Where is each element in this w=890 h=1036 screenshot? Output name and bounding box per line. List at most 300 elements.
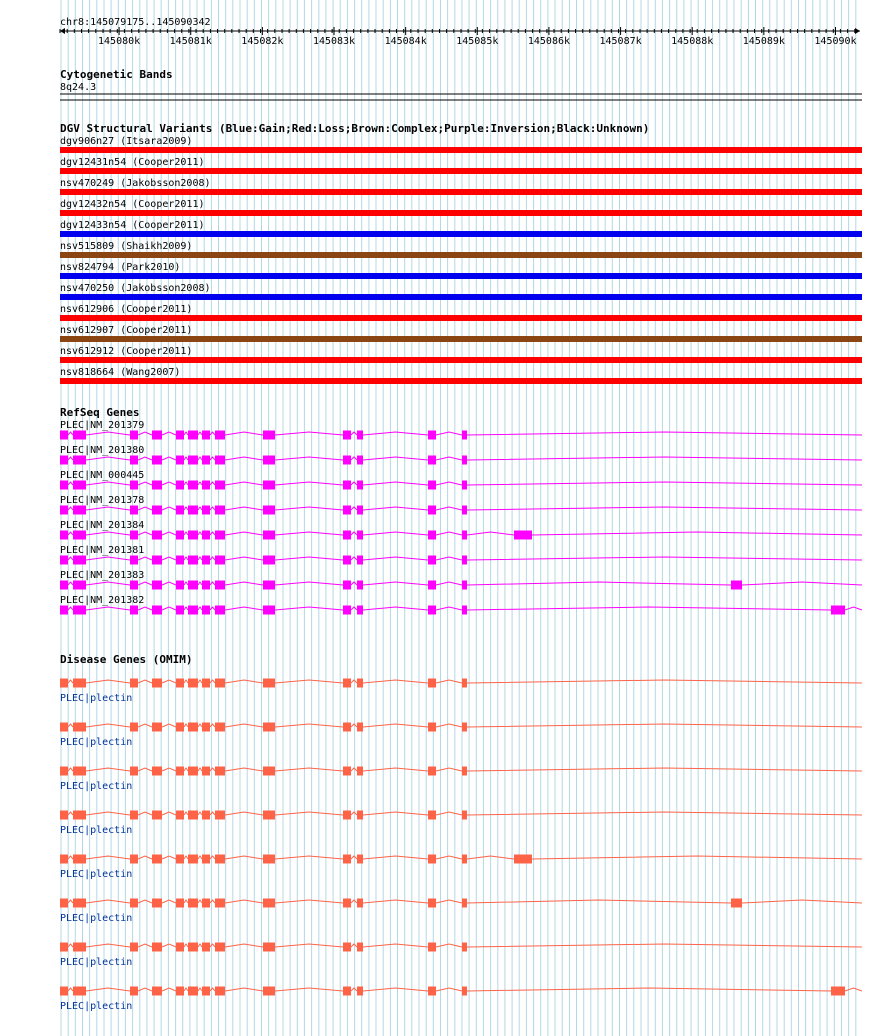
exon-block[interactable] xyxy=(130,581,138,590)
exon-block[interactable] xyxy=(514,531,532,540)
exon-block[interactable] xyxy=(152,556,162,565)
exon-block[interactable] xyxy=(130,506,138,515)
exon-block[interactable] xyxy=(73,943,86,952)
omim-gene-link[interactable]: PLEC|plectin xyxy=(60,869,133,880)
exon-block[interactable] xyxy=(357,556,363,565)
intron-line xyxy=(742,900,862,903)
intron-line xyxy=(436,582,462,585)
exon-block[interactable] xyxy=(428,811,436,820)
exon-block[interactable] xyxy=(263,456,275,465)
intron-line xyxy=(351,680,357,683)
exon-block[interactable] xyxy=(343,723,351,732)
intron-line xyxy=(68,856,73,859)
intron-line xyxy=(162,607,176,610)
exon-block[interactable] xyxy=(176,855,184,864)
exon-block[interactable] xyxy=(60,581,68,590)
exon-block[interactable] xyxy=(343,456,351,465)
intron-line xyxy=(363,582,428,585)
exon-block[interactable] xyxy=(731,581,742,590)
intron-line xyxy=(351,557,357,560)
exon-block[interactable] xyxy=(263,581,275,590)
exon-block[interactable] xyxy=(428,943,436,952)
intron-line xyxy=(162,900,176,903)
exon-block[interactable] xyxy=(263,767,275,776)
exon-block[interactable] xyxy=(188,855,198,864)
intron-line xyxy=(436,607,462,610)
intron-line xyxy=(436,900,462,903)
exon-block[interactable] xyxy=(202,943,210,952)
intron-line xyxy=(363,724,428,727)
dgv-variant-bar[interactable] xyxy=(60,252,862,258)
intron-line xyxy=(467,607,831,610)
omim-gene-link[interactable]: PLEC|plectin xyxy=(60,913,133,924)
exon-block[interactable] xyxy=(357,481,363,490)
exon-block[interactable] xyxy=(130,767,138,776)
exon-block[interactable] xyxy=(202,987,210,996)
exon-block[interactable] xyxy=(176,943,184,952)
exon-block[interactable] xyxy=(215,581,225,590)
exon-block[interactable] xyxy=(152,811,162,820)
exon-block[interactable] xyxy=(152,431,162,440)
exon-block[interactable] xyxy=(202,606,210,615)
exon-block[interactable] xyxy=(215,606,225,615)
exon-block[interactable] xyxy=(73,606,86,615)
exon-block[interactable] xyxy=(428,899,436,908)
exon-block[interactable] xyxy=(60,943,68,952)
exon-block[interactable] xyxy=(202,899,210,908)
dgv-variant-label[interactable]: dgv12432n54 (Cooper2011) xyxy=(60,199,205,210)
intron-line xyxy=(225,457,263,460)
exon-block[interactable] xyxy=(176,431,184,440)
refseq-transcript-label[interactable]: PLEC|NM_201379 xyxy=(60,420,145,431)
intron-line xyxy=(86,482,130,485)
exon-block[interactable] xyxy=(130,431,138,440)
intron-line xyxy=(436,812,462,815)
dgv-variant-bar[interactable] xyxy=(60,189,862,195)
exon-block[interactable] xyxy=(428,581,436,590)
exon-block[interactable] xyxy=(343,531,351,540)
refseq-transcript-label[interactable]: PLEC|NM_201380 xyxy=(60,445,145,456)
exon-block[interactable] xyxy=(215,811,225,820)
intron-line xyxy=(225,607,263,610)
exon-block[interactable] xyxy=(130,481,138,490)
exon-block[interactable] xyxy=(343,581,351,590)
exon-block[interactable] xyxy=(60,506,68,515)
exon-block[interactable] xyxy=(176,767,184,776)
exon-block[interactable] xyxy=(130,606,138,615)
exon-block[interactable] xyxy=(130,855,138,864)
exon-block[interactable] xyxy=(831,987,845,996)
exon-block[interactable] xyxy=(73,556,86,565)
dgv-variant-label[interactable]: nsv612907 (Cooper2011) xyxy=(60,325,193,336)
exon-block[interactable] xyxy=(202,481,210,490)
exon-block[interactable] xyxy=(152,767,162,776)
exon-block[interactable] xyxy=(73,723,86,732)
exon-block[interactable] xyxy=(357,987,363,996)
exon-block[interactable] xyxy=(202,531,210,540)
exon-block[interactable] xyxy=(60,606,68,615)
exon-block[interactable] xyxy=(263,531,275,540)
exon-block[interactable] xyxy=(343,767,351,776)
exon-block[interactable] xyxy=(462,987,467,996)
exon-block[interactable] xyxy=(357,723,363,732)
exon-block[interactable] xyxy=(514,855,532,864)
exon-block[interactable] xyxy=(152,987,162,996)
exon-block[interactable] xyxy=(731,899,742,908)
exon-block[interactable] xyxy=(176,899,184,908)
exon-block[interactable] xyxy=(188,767,198,776)
exon-block[interactable] xyxy=(343,556,351,565)
exon-block[interactable] xyxy=(428,679,436,688)
exon-block[interactable] xyxy=(130,531,138,540)
exon-block[interactable] xyxy=(73,431,86,440)
exon-block[interactable] xyxy=(60,556,68,565)
exon-block[interactable] xyxy=(176,811,184,820)
exon-block[interactable] xyxy=(60,456,68,465)
exon-block[interactable] xyxy=(462,506,467,515)
exon-block[interactable] xyxy=(188,723,198,732)
exon-block[interactable] xyxy=(152,581,162,590)
exon-block[interactable] xyxy=(357,456,363,465)
exon-block[interactable] xyxy=(462,556,467,565)
exon-block[interactable] xyxy=(130,556,138,565)
exon-block[interactable] xyxy=(188,556,198,565)
exon-block[interactable] xyxy=(263,481,275,490)
exon-block[interactable] xyxy=(60,531,68,540)
dgv-variant-bar[interactable] xyxy=(60,231,862,237)
dgv-variant-bar[interactable] xyxy=(60,315,862,321)
exon-block[interactable] xyxy=(263,556,275,565)
exon-block[interactable] xyxy=(202,767,210,776)
exon-block[interactable] xyxy=(130,899,138,908)
exon-block[interactable] xyxy=(188,679,198,688)
dgv-variant-label[interactable]: nsv470250 (Jakobsson2008) xyxy=(60,283,211,294)
exon-block[interactable] xyxy=(831,606,845,615)
exon-block[interactable] xyxy=(263,899,275,908)
dgv-variant-label[interactable]: dgv906n27 (Itsara2009) xyxy=(60,136,193,147)
exon-block[interactable] xyxy=(152,943,162,952)
intron-line xyxy=(363,900,428,903)
exon-block[interactable] xyxy=(188,431,198,440)
exon-block[interactable] xyxy=(357,855,363,864)
dgv-variant-label[interactable]: nsv612912 (Cooper2011) xyxy=(60,346,193,357)
exon-block[interactable] xyxy=(357,767,363,776)
exon-block[interactable] xyxy=(428,987,436,996)
exon-block[interactable] xyxy=(215,506,225,515)
exon-block[interactable] xyxy=(215,531,225,540)
exon-block[interactable] xyxy=(60,481,68,490)
exon-block[interactable] xyxy=(215,431,225,440)
dgv-variant-bar[interactable] xyxy=(60,168,862,174)
intron-line xyxy=(86,812,130,815)
exon-block[interactable] xyxy=(343,679,351,688)
exon-block[interactable] xyxy=(462,767,467,776)
exon-block[interactable] xyxy=(188,456,198,465)
intron-line xyxy=(436,724,462,727)
exon-block[interactable] xyxy=(263,987,275,996)
exon-block[interactable] xyxy=(188,531,198,540)
exon-block[interactable] xyxy=(176,581,184,590)
intron-line xyxy=(225,812,263,815)
exon-block[interactable] xyxy=(357,506,363,515)
exon-block[interactable] xyxy=(73,811,86,820)
exon-block[interactable] xyxy=(428,556,436,565)
exon-block[interactable] xyxy=(215,987,225,996)
exon-block[interactable] xyxy=(428,481,436,490)
exon-block[interactable] xyxy=(462,855,467,864)
exon-block[interactable] xyxy=(343,855,351,864)
exon-block[interactable] xyxy=(462,943,467,952)
exon-block[interactable] xyxy=(152,899,162,908)
intron-line xyxy=(363,482,428,485)
intron-line xyxy=(225,988,263,991)
exon-block[interactable] xyxy=(428,767,436,776)
exon-block[interactable] xyxy=(462,811,467,820)
exon-block[interactable] xyxy=(152,456,162,465)
refseq-transcript-label[interactable]: PLEC|NM_201384 xyxy=(60,520,145,531)
intron-line xyxy=(86,432,130,435)
intron-line xyxy=(363,944,428,947)
exon-block[interactable] xyxy=(215,556,225,565)
exon-block[interactable] xyxy=(428,606,436,615)
intron-line xyxy=(210,532,215,535)
exon-block[interactable] xyxy=(343,987,351,996)
dgv-variant-bar[interactable] xyxy=(60,378,862,384)
intron-line xyxy=(198,432,202,435)
exon-block[interactable] xyxy=(60,723,68,732)
intron-line xyxy=(68,900,73,903)
dgv-variant-label[interactable]: nsv818664 (Wang2007) xyxy=(60,367,181,378)
exon-block[interactable] xyxy=(73,679,86,688)
intron-line xyxy=(363,432,428,435)
exon-block[interactable] xyxy=(188,506,198,515)
exon-block[interactable] xyxy=(188,987,198,996)
omim-gene-link[interactable]: PLEC|plectin xyxy=(60,1001,133,1012)
exon-block[interactable] xyxy=(152,506,162,515)
exon-block[interactable] xyxy=(188,899,198,908)
exon-block[interactable] xyxy=(462,481,467,490)
dgv-variant-bar[interactable] xyxy=(60,147,862,153)
exon-block[interactable] xyxy=(60,987,68,996)
exon-block[interactable] xyxy=(188,811,198,820)
intron-line xyxy=(198,457,202,460)
exon-block[interactable] xyxy=(130,811,138,820)
exon-block[interactable] xyxy=(357,606,363,615)
intron-line xyxy=(68,724,73,727)
exon-block[interactable] xyxy=(357,431,363,440)
exon-block[interactable] xyxy=(343,606,351,615)
exon-block[interactable] xyxy=(152,723,162,732)
intron-line xyxy=(351,988,357,991)
exon-block[interactable] xyxy=(462,899,467,908)
exon-block[interactable] xyxy=(202,506,210,515)
exon-block[interactable] xyxy=(202,855,210,864)
exon-block[interactable] xyxy=(188,581,198,590)
exon-block[interactable] xyxy=(60,679,68,688)
ruler-tick-label: 145086k xyxy=(527,36,571,47)
exon-block[interactable] xyxy=(357,581,363,590)
exon-block[interactable] xyxy=(462,679,467,688)
exon-block[interactable] xyxy=(176,723,184,732)
exon-block[interactable] xyxy=(428,855,436,864)
intron-line xyxy=(184,900,188,903)
exon-block[interactable] xyxy=(343,481,351,490)
exon-block[interactable] xyxy=(357,531,363,540)
exon-block[interactable] xyxy=(215,899,225,908)
exon-block[interactable] xyxy=(202,431,210,440)
intron-line xyxy=(184,507,188,510)
exon-block[interactable] xyxy=(176,531,184,540)
exon-block[interactable] xyxy=(176,679,184,688)
exon-block[interactable] xyxy=(73,456,86,465)
exon-block[interactable] xyxy=(343,943,351,952)
dgv-variant-label[interactable]: nsv824794 (Park2010) xyxy=(60,262,181,273)
dgv-variant-label[interactable]: nsv515809 (Shaikh2009) xyxy=(60,241,193,252)
exon-block[interactable] xyxy=(215,943,225,952)
refseq-transcript-label[interactable]: PLEC|NM_201382 xyxy=(60,595,145,606)
exon-block[interactable] xyxy=(130,943,138,952)
exon-block[interactable] xyxy=(215,767,225,776)
exon-block[interactable] xyxy=(188,606,198,615)
dgv-variant-label[interactable]: nsv612906 (Cooper2011) xyxy=(60,304,193,315)
dgv-variant-bar[interactable] xyxy=(60,336,862,342)
exon-block[interactable] xyxy=(73,899,86,908)
exon-block[interactable] xyxy=(462,606,467,615)
dgv-variant-label[interactable]: nsv470249 (Jakobsson2008) xyxy=(60,178,211,189)
exon-block[interactable] xyxy=(428,431,436,440)
exon-block[interactable] xyxy=(202,679,210,688)
refseq-transcript-label[interactable]: PLEC|NM_201381 xyxy=(60,545,145,556)
omim-gene-link[interactable]: PLEC|plectin xyxy=(60,737,133,748)
exon-block[interactable] xyxy=(263,606,275,615)
exon-block[interactable] xyxy=(215,456,225,465)
refseq-transcript-label[interactable]: PLEC|NM_201378 xyxy=(60,495,145,506)
exon-block[interactable] xyxy=(343,431,351,440)
exon-block[interactable] xyxy=(428,456,436,465)
exon-block[interactable] xyxy=(176,987,184,996)
exon-block[interactable] xyxy=(428,531,436,540)
exon-block[interactable] xyxy=(60,431,68,440)
exon-block[interactable] xyxy=(176,606,184,615)
dgv-variant-bar[interactable] xyxy=(60,273,862,279)
dgv-variant-bar[interactable] xyxy=(60,210,862,216)
exon-block[interactable] xyxy=(60,855,68,864)
exon-block[interactable] xyxy=(60,899,68,908)
exon-block[interactable] xyxy=(215,679,225,688)
exon-block[interactable] xyxy=(428,506,436,515)
exon-block[interactable] xyxy=(73,767,86,776)
dgv-variant-label[interactable]: dgv12433n54 (Cooper2011) xyxy=(60,220,205,231)
intron-line xyxy=(210,582,215,585)
exon-block[interactable] xyxy=(263,943,275,952)
exon-block[interactable] xyxy=(73,581,86,590)
exon-block[interactable] xyxy=(202,556,210,565)
exon-block[interactable] xyxy=(215,723,225,732)
exon-block[interactable] xyxy=(462,531,467,540)
dgv-variant-bar[interactable] xyxy=(60,357,862,363)
exon-block[interactable] xyxy=(343,506,351,515)
intron-line xyxy=(184,724,188,727)
exon-block[interactable] xyxy=(176,506,184,515)
exon-block[interactable] xyxy=(73,481,86,490)
exon-block[interactable] xyxy=(263,723,275,732)
intron-line xyxy=(68,988,73,991)
intron-line xyxy=(86,557,130,560)
ruler-tick-label: 145087k xyxy=(599,36,642,47)
exon-block[interactable] xyxy=(343,811,351,820)
exon-block[interactable] xyxy=(73,855,86,864)
exon-block[interactable] xyxy=(202,456,210,465)
exon-block[interactable] xyxy=(152,855,162,864)
exon-block[interactable] xyxy=(130,456,138,465)
intron-line xyxy=(225,482,263,485)
omim-gene-link[interactable]: PLEC|plectin xyxy=(60,957,133,968)
omim-gene-link[interactable]: PLEC|plectin xyxy=(60,693,133,704)
exon-block[interactable] xyxy=(215,855,225,864)
exon-block[interactable] xyxy=(176,481,184,490)
exon-block[interactable] xyxy=(152,606,162,615)
exon-block[interactable] xyxy=(130,987,138,996)
intron-line xyxy=(363,812,428,815)
intron-line xyxy=(225,724,263,727)
exon-block[interactable] xyxy=(263,855,275,864)
exon-block[interactable] xyxy=(263,431,275,440)
dgv-variant-label[interactable]: dgv12431n54 (Cooper2011) xyxy=(60,157,205,168)
exon-block[interactable] xyxy=(60,811,68,820)
intron-line xyxy=(184,812,188,815)
exon-block[interactable] xyxy=(343,899,351,908)
exon-block[interactable] xyxy=(462,723,467,732)
exon-block[interactable] xyxy=(176,456,184,465)
exon-block[interactable] xyxy=(188,943,198,952)
exon-block[interactable] xyxy=(152,481,162,490)
exon-block[interactable] xyxy=(152,531,162,540)
exon-block[interactable] xyxy=(202,811,210,820)
exon-block[interactable] xyxy=(357,811,363,820)
exon-block[interactable] xyxy=(263,506,275,515)
omim-gene-link[interactable]: PLEC|plectin xyxy=(60,781,133,792)
exon-block[interactable] xyxy=(202,581,210,590)
exon-block[interactable] xyxy=(263,679,275,688)
exon-block[interactable] xyxy=(357,943,363,952)
exon-block[interactable] xyxy=(462,431,467,440)
exon-block[interactable] xyxy=(357,679,363,688)
cytoband-label[interactable]: 8q24.3 xyxy=(60,82,97,93)
exon-block[interactable] xyxy=(60,767,68,776)
intron-line xyxy=(198,900,202,903)
exon-block[interactable] xyxy=(130,679,138,688)
exon-block[interactable] xyxy=(462,581,467,590)
exon-block[interactable] xyxy=(73,987,86,996)
exon-block[interactable] xyxy=(202,723,210,732)
exon-block[interactable] xyxy=(215,481,225,490)
refseq-transcript-label[interactable]: PLEC|NM_000445 xyxy=(60,470,145,481)
omim-gene-link[interactable]: PLEC|plectin xyxy=(60,825,133,836)
exon-block[interactable] xyxy=(73,531,86,540)
exon-block[interactable] xyxy=(357,899,363,908)
exon-block[interactable] xyxy=(188,481,198,490)
exon-block[interactable] xyxy=(152,679,162,688)
exon-block[interactable] xyxy=(428,723,436,732)
intron-line xyxy=(162,557,176,560)
exon-block[interactable] xyxy=(263,811,275,820)
exon-block[interactable] xyxy=(462,456,467,465)
exon-block[interactable] xyxy=(176,556,184,565)
refseq-transcript-label[interactable]: PLEC|NM_201383 xyxy=(60,570,145,581)
dgv-variant-bar[interactable] xyxy=(60,294,862,300)
exon-block[interactable] xyxy=(130,723,138,732)
exon-block[interactable] xyxy=(73,506,86,515)
